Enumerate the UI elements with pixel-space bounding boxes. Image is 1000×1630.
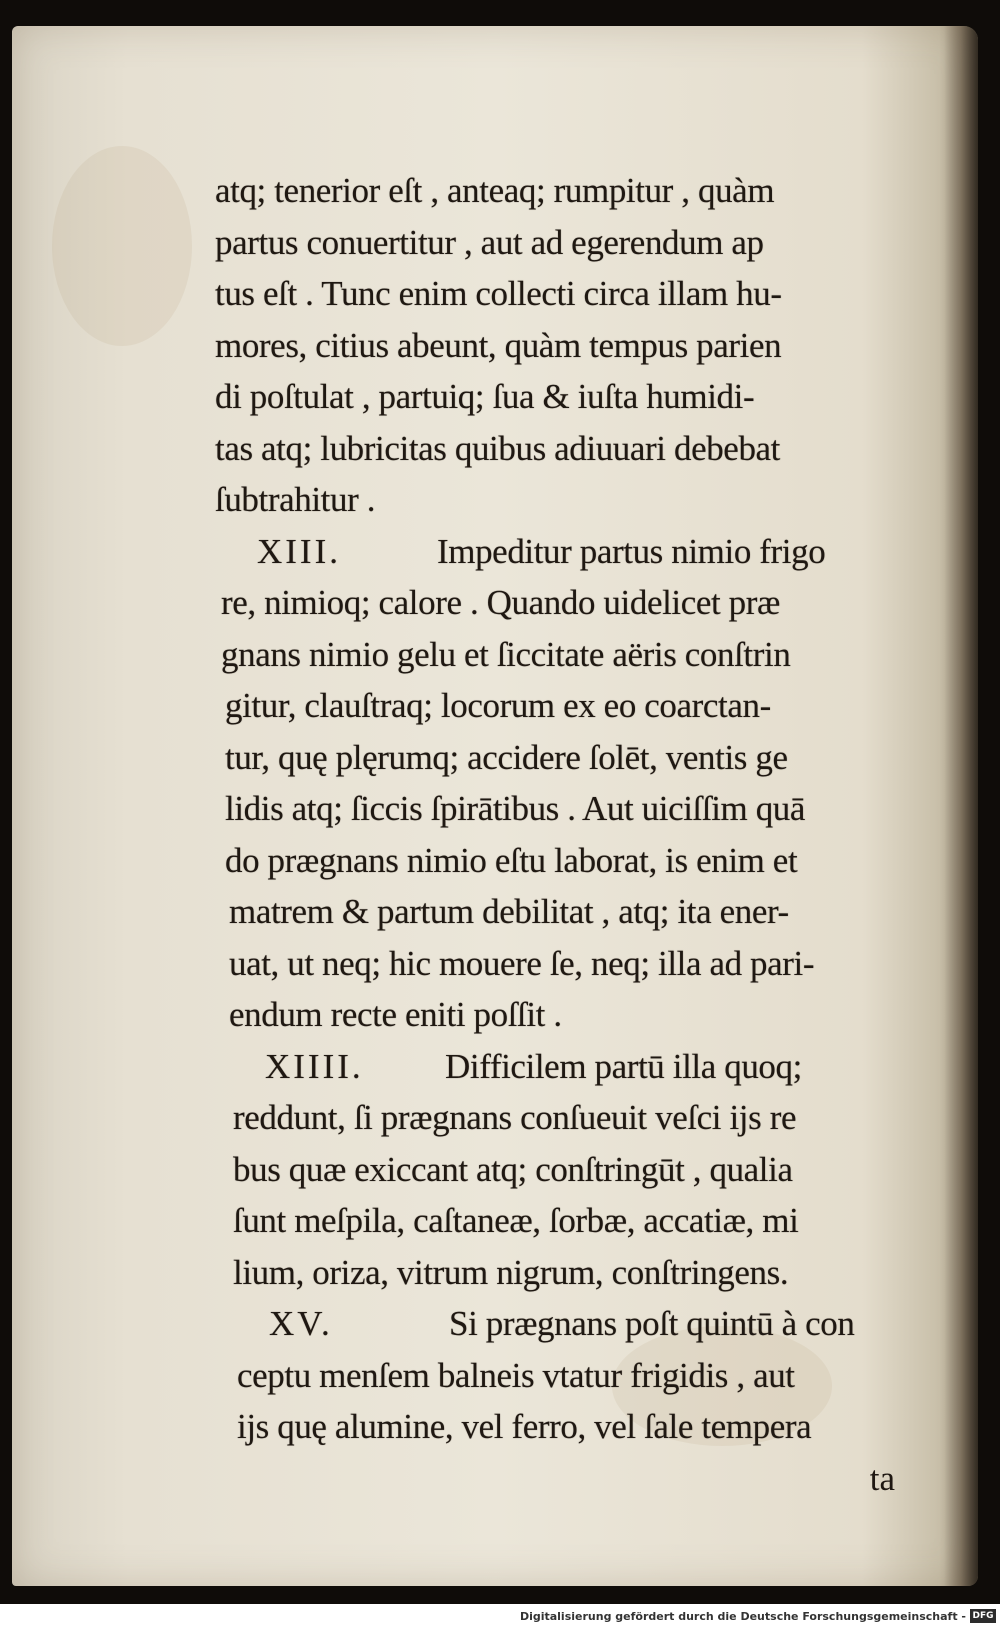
catchword: ta [869, 1458, 895, 1498]
text-line: uat, ut neq; hic mouere ſe, neq; illa ad pari- [229, 943, 815, 983]
text-line: bus quæ exiccant atq; conſtringūt , qualia [233, 1149, 793, 1189]
footer-bar [0, 1604, 1000, 1630]
text-line: lium, oriza, vitrum nigrum, conſtringens. [233, 1252, 789, 1292]
section-heading-line [215, 1041, 935, 1093]
text-line: gitur, clauſtraq; locorum ex eo coarctan- [225, 686, 771, 725]
text-line: ijs quę alumine, vel ferro, vel ſale tempera [237, 1407, 812, 1446]
text-line: tus eſt . Tunc enim collecti circa illam hu- [215, 274, 782, 313]
funding-credit: Digitalisierung gefördert durch die Deutsche Forschungsgemeinschaft - [519, 1610, 966, 1623]
text-line: di poſtulat , partuiq; ſua & iuſta humidi- [215, 377, 755, 416]
page-edge-shadow [944, 26, 978, 1586]
text-line: ſunt meſpila, caſtaneæ, ſorbæ, accatiæ, mi [233, 1201, 799, 1240]
text-line: gnans nimio gelu et ſiccitate aëris conſtrin [221, 634, 791, 674]
text-line: matrem & partum debilitat , atq; ita ener- [229, 892, 789, 931]
text-line: tas atq; lubricitas quibus adiuuari debebat [215, 428, 780, 468]
section-numeral: XIII. [257, 531, 341, 571]
text-line: ſubtrahitur . [215, 480, 376, 519]
text-line: do prægnans nimio eſtu laborat, is enim et [225, 840, 798, 880]
paper-stain [52, 146, 192, 346]
text-line: atq; tenerior eſt , anteaq; rumpitur , quàm [215, 171, 775, 210]
section-first-line: Si prægnans poſt quintū à con [449, 1304, 855, 1343]
text-line: endum recte eniti poſſit . [229, 995, 562, 1034]
text-line: lidis atq; ſiccis ſpirātibus . Aut uiciſſim quā [225, 789, 806, 828]
text-line: re, nimioq; calore . Quando uidelicet præ [221, 583, 780, 622]
section-heading-line [215, 1298, 935, 1350]
text-line: mores, citius abeunt, quàm tempus parien [215, 325, 782, 365]
section-heading-line [215, 526, 935, 578]
page-text [215, 165, 935, 1504]
section-numeral: XIIII. [265, 1046, 364, 1086]
text-line: reddunt, ſi prægnans conſueuit veſci ijs re [233, 1098, 797, 1137]
dfg-logo: DFG [970, 1609, 996, 1623]
text-line: partus conuertitur , aut ad egerendum ap [215, 222, 764, 262]
section-numeral: XV. [269, 1304, 333, 1343]
section-first-line: Difficilem partū illa quoq; [445, 1046, 802, 1086]
section-first-line: Impeditur partus nimio frigo [437, 531, 826, 571]
text-line: ceptu menſem balneis vtatur frigidis , aut [237, 1355, 795, 1395]
text-line: tur, quę plęrumq; accidere ſolēt, ventis ge [225, 737, 788, 777]
